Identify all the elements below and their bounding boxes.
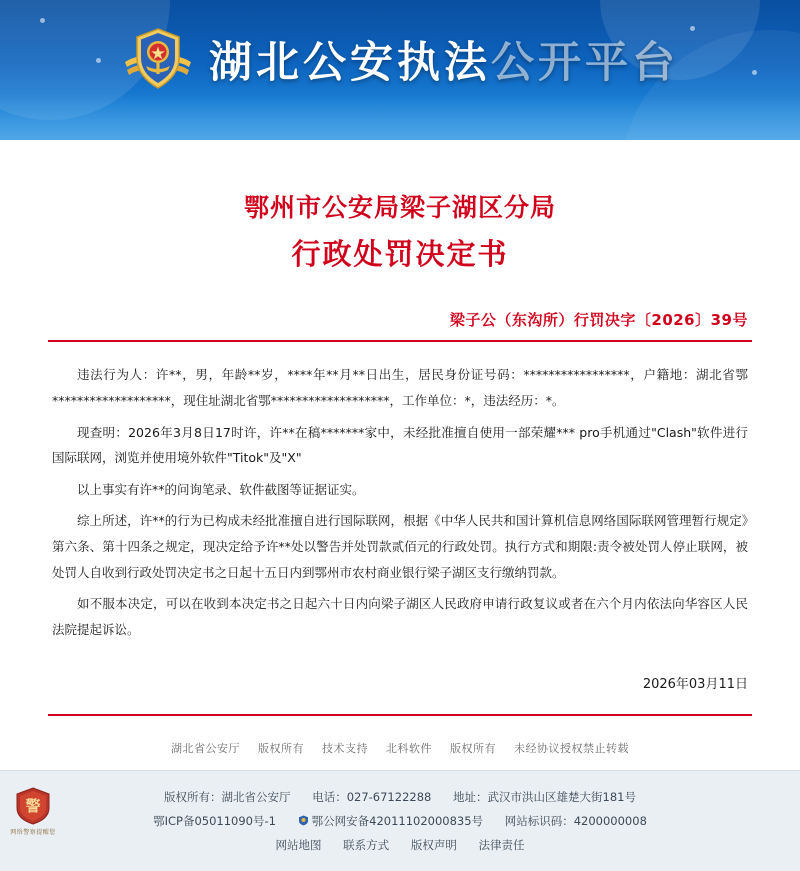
site-title-fade: 公开平台 xyxy=(491,37,679,88)
footer-address: 地址：武汉市洪山区雄楚大街181号 xyxy=(453,789,636,804)
police-badge-icon xyxy=(10,787,56,836)
copyright-item: 北科软件 xyxy=(386,741,432,755)
document-number: 梁子公（东沟所）行罚决字〔2026〕39号 xyxy=(449,311,748,330)
footer-site-id: 网站标识码：4200000008 xyxy=(504,813,647,828)
penalty-decision-document xyxy=(0,140,800,724)
footer-icp[interactable]: 鄂ICP备05011090号-1 xyxy=(153,813,276,828)
police-emblem-icon xyxy=(121,22,195,96)
copyright-item: 版权所有 xyxy=(450,741,496,755)
footer-content xyxy=(0,785,800,857)
document-issuer-title: 鄂州市公安局梁子湖区分局 xyxy=(243,193,556,222)
footer-link-legal[interactable]: 法律责任 xyxy=(478,837,525,852)
footer-copyright: 版权所有：湖北省公安厅 xyxy=(164,789,291,804)
document-paragraph: 综上所述，许**的行为已构成未经批准擅自进行国际联网，根据《中华人民共和国计算机信息网络国际联网管理暂行规定》第六条、第十四条之规定，现决定给予许**处以警告并处罚款贰佰元的行政处罚。执行方式和期限:责令被处罚人停止联网，被处罚人自收到行政处罚决定书之日起十五日内到鄂州市农村商业银行梁子湖区支行缴纳罚款。 xyxy=(52,513,748,580)
document-paragraph: 以上事实有许**的问询笔录、软件截图等证据证实。 xyxy=(77,481,365,497)
footer-line-contact xyxy=(0,785,800,809)
document-date: 2026年03月11日 xyxy=(642,676,748,692)
document-paragraph: 如不服本决定，可以在收到本决定书之日起六十日内向梁子湖区人民政府申请行政复议或者在六个月内依法向华容区人民法院提起诉讼。 xyxy=(52,596,748,637)
site-title-main: 湖北公安执法 xyxy=(209,37,491,88)
site-footer xyxy=(0,770,800,871)
footer-link-copyright[interactable]: 版权声明 xyxy=(410,837,457,852)
footer-line-records xyxy=(0,809,800,833)
svg-text:警: 警 xyxy=(25,796,41,815)
copyright-item: 湖北省公安厅 xyxy=(171,741,240,755)
footer-link-sitemap[interactable]: 网站地图 xyxy=(275,837,322,852)
footer-beian-group[interactable] xyxy=(298,814,483,828)
document-paragraph: 违法行为人：许**，男，年龄**岁，****年**月**日出生，居民身份证号码：*****************，户籍地：湖北省鄂*******************，现住址湖北省鄂*******************，工作单位：*，违法经历：*。 xyxy=(52,367,748,408)
copyright-item: 未经协议授权禁止转载 xyxy=(514,741,629,755)
document-paragraph: 现查明：2026年3月8日17时许，许**在稿*******家中，未经批准擅自使用一部荣耀*** pro手机通过"Clash"软件进行国际联网，浏览并使用境外软件"Titok"及"X" xyxy=(52,424,748,466)
copyright-item: 技术支持 xyxy=(322,741,368,755)
site-header xyxy=(0,0,800,140)
footer-line-links xyxy=(0,833,800,857)
footer-phone: 电话：027-67122288 xyxy=(312,789,432,804)
document-title: 行政处罚决定书 xyxy=(291,237,509,271)
copyright-strip xyxy=(0,724,800,770)
footer-link-contact[interactable]: 联系方式 xyxy=(343,837,390,852)
gov-record-icon xyxy=(298,810,309,821)
copyright-item: 版权所有 xyxy=(258,741,304,755)
document-body xyxy=(0,342,800,642)
police-badge-label: 网络警察提醒您 xyxy=(10,828,56,836)
document-wrapper xyxy=(0,140,800,770)
document-divider-bottom xyxy=(48,714,752,716)
site-title xyxy=(209,29,679,90)
footer-beian: 鄂公网安备42011102000835号 xyxy=(311,813,484,828)
